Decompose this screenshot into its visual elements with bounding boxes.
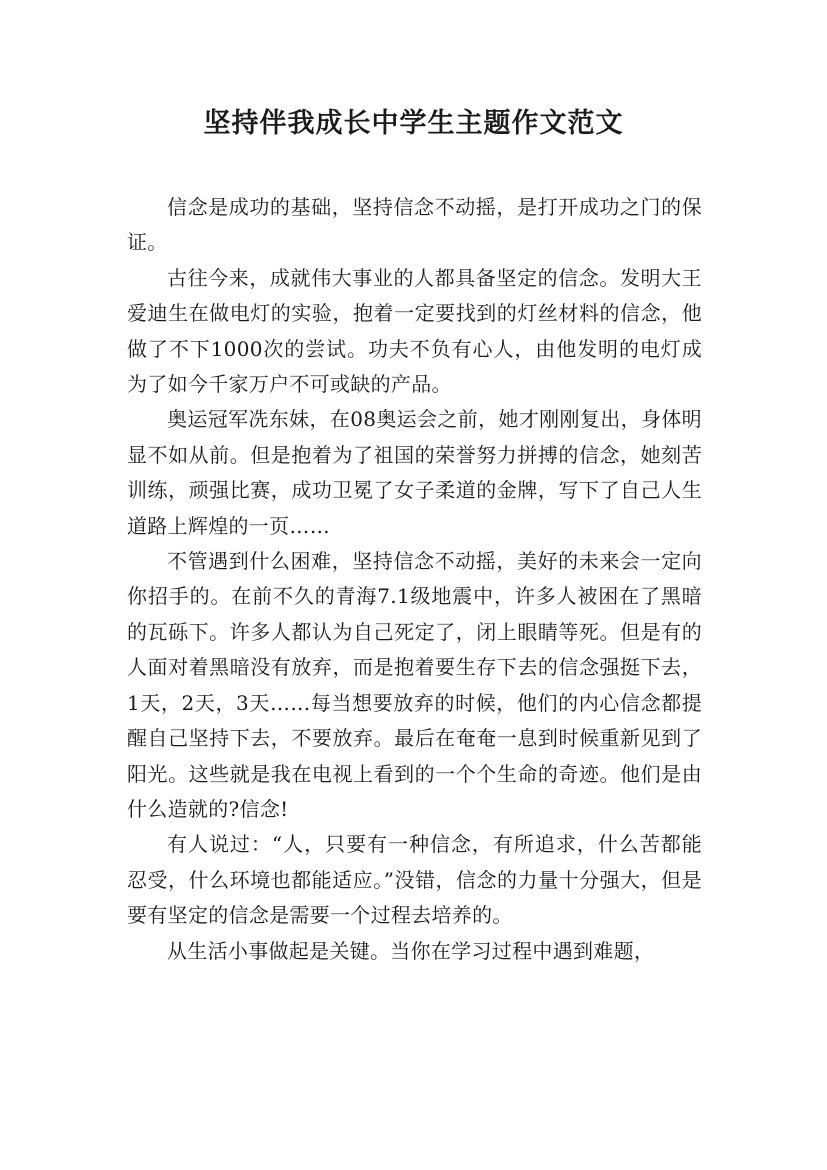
paragraph: 奥运冠军冼东妹，在08奥运会之前，她才刚刚复出，身体明显不如从前。但是抱着为了祖国的荣誉努力拼搏的信念，她刻苦训练，顽强比赛，成功卫冕了女子柔道的金牌，写下了自己人生道路上辉煌的一页……	[127, 407, 702, 538]
paragraph: 信念是成功的基础，坚持信念不动摇，是打开成功之门的保证。	[127, 195, 702, 255]
paragraph: 从生活小事做起是关键。当你在学习过程中遇到难题，	[167, 938, 655, 963]
document-title: 坚持伴我成长中学生主题作文范文	[203, 108, 624, 139]
paragraph: 有人说过：“人，只要有一种信念，有所追求，什么苦都能忍受，什么环境也都能适应。”没错，信念的力量十分强大，但是要有坚定的信念是需要一个过程去培养的。	[127, 832, 702, 928]
paragraph: 古往今来，成就伟大事业的人都具备坚定的信念。发明大王爱迪生在做电灯的实验，抱着一定要找到的灯丝材料的信念，他做了不下1000次的尝试。功夫不负有心人，由他发明的电灯成为了如今千家万户不可或缺的产品。	[127, 265, 702, 397]
paragraph: 不管遇到什么困难，坚持信念不动摇，美好的未来会一定向你招手的。在前不久的青海7.1级地震中，许多人被困在了黑暗的瓦砾下。许多人都认为自己死定了，闭上眼睛等死。但是有的人面对着黑暗没有放弃，而是抱着要生存下去的信念强挺下去，1天，2天，3天……每当想要放弃的时候，他们的内心信念都提醒自己坚持下去，不要放弃。最后在奄奄一息到时候重新见到了阳光。这些就是我在电视上看到的一个个生命的奇迹。他们是由什么造就的?信念!	[127, 549, 702, 821]
document-body	[127, 190, 702, 969]
